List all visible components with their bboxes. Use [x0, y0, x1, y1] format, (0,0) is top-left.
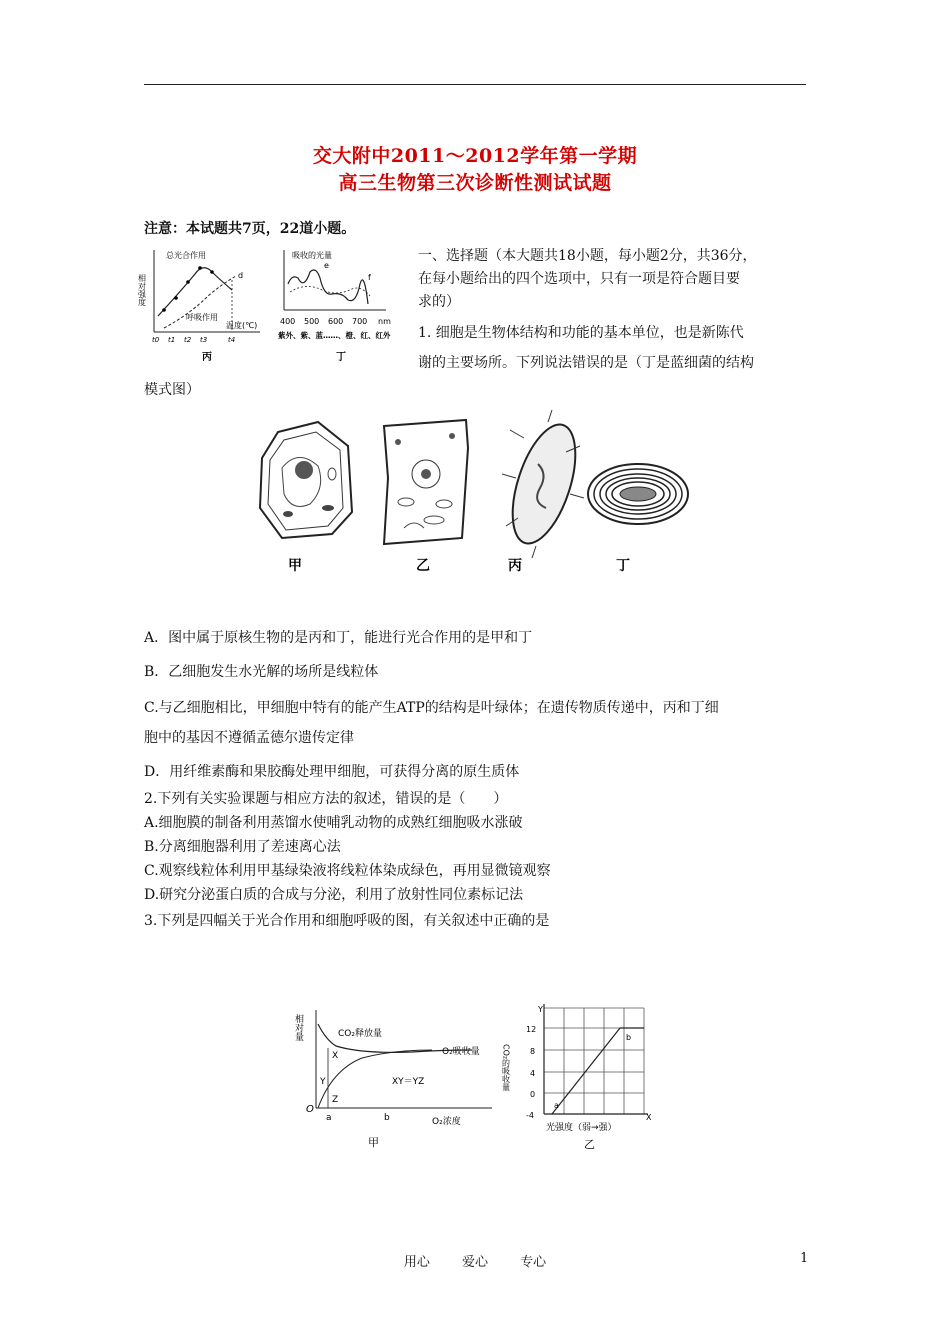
yi-caption: 乙 [584, 1138, 595, 1151]
footer-item: 用心 [403, 1255, 430, 1270]
q2-stem: 2.下列有关实验课题与相应方法的叙述，错误的是（ ） [144, 791, 508, 807]
jia-caption: 甲 [368, 1136, 379, 1149]
footer-item: 专心 [520, 1255, 547, 1270]
q2-option-a: A.细胞膜的制备利用蒸馏水使哺乳动物的成熟红细胞吸水涨破 [144, 815, 523, 831]
jia-X: X [332, 1051, 339, 1061]
yi-ylabel: CO₂的吸收量 [501, 1044, 511, 1092]
chart-jia [292, 1000, 502, 1155]
ding-tick: 600 [328, 317, 344, 326]
bing-xlabel: 温度(℃) [226, 321, 258, 330]
chart-bing [137, 244, 270, 366]
jia-o2-label: O₂吸收量 [442, 1047, 480, 1057]
cell-caption-yi: 乙 [416, 558, 430, 574]
q1-stem [418, 318, 754, 378]
q3-stem: 3.下列是四幅关于光合作用和细胞呼吸的图，有关叙述中正确的是 [144, 913, 550, 929]
intro-line: 求的） [418, 294, 460, 310]
q2-option-d: D.研究分泌蛋白质的合成与分泌，利用了放射性同位素标记法 [144, 887, 524, 903]
question-2 [144, 787, 551, 907]
q1-line: 谢的主要场所。下列说法错误的是（丁是蓝细菌的结构 [418, 355, 754, 371]
chart-ding [276, 244, 406, 366]
jia-eq: XY＝YZ [392, 1077, 425, 1087]
yi-tick: 4 [530, 1069, 536, 1078]
yi-tick: 12 [526, 1025, 537, 1034]
ding-ylabel: 吸收的光量 [292, 251, 332, 260]
cell-caption-ding: 丁 [616, 558, 630, 574]
q1-option-c-line2: 胞中的基因不遵循孟德尔遗传定律 [144, 730, 354, 746]
ding-tick: 400 [280, 317, 296, 326]
intro-line: 在每小题给出的四个选项中，只有一项是符合题目要 [418, 271, 740, 287]
q1-line: 1. 细胞是生物体结构和功能的基本单位，也是新陈代 [418, 325, 744, 341]
cell-ding [588, 464, 688, 524]
bing-ylabel: 相对强度 [137, 274, 147, 306]
jia-origin: O [306, 1104, 314, 1115]
jia-co2-label: CO₂释放量 [338, 1029, 382, 1039]
jia-Y: Y [320, 1077, 326, 1087]
title-line-2: 高三生物第三次诊断性测试试题 [338, 172, 612, 194]
jia-a: a [326, 1113, 332, 1123]
bing-series-a: 总光合作用 [166, 251, 206, 260]
ding-tick: nm [378, 317, 391, 326]
bing-tick: t4 [228, 336, 236, 344]
title-line-1: 交大附中2011～2012学年第一学期 [312, 145, 638, 167]
yi-tick: -4 [526, 1111, 534, 1120]
q1-option-d: D．用纤维素酶和果胶酶处理甲细胞，可获得分离的原生质体 [144, 764, 520, 780]
cell-illustrations [248, 408, 688, 578]
jia-b: b [384, 1113, 390, 1123]
jia-ylabel: 相对量 [293, 1014, 303, 1041]
chart-yi [500, 1000, 660, 1155]
exam-note: 注意：本试题共7页，22道小题。 [144, 221, 356, 237]
q1-option-c-line1: C.与乙细胞相比，甲细胞中特有的能产生ATP的结构是叶绿体；在遗传物质传递中，丙和丁细 [144, 700, 719, 716]
page-number: 1 [800, 1251, 809, 1266]
cell-yi [384, 420, 468, 544]
q1-stem-end: 模式图） [144, 382, 200, 398]
ding-tick: 700 [352, 317, 368, 326]
ding-point-f: f [368, 273, 371, 282]
q2-option-c: C.观察线粒体利用甲基绿染液将线粒体染成绿色，再用显微镜观察 [144, 863, 551, 879]
bing-tick: t2 [184, 336, 192, 344]
q1-option-b: B．乙细胞发生水光解的场所是线粒体 [144, 664, 379, 680]
jia-Z: Z [332, 1095, 339, 1105]
bing-tick: t3 [200, 336, 208, 344]
ding-colors: 紫外、紫、蓝……、橙、红、红外 [278, 331, 391, 340]
yi-a: a [554, 1101, 559, 1110]
jia-xlabel: O₂浓度 [432, 1117, 461, 1127]
ding-point-e: e [324, 261, 329, 270]
ding-caption: 丁 [336, 352, 346, 363]
header-rule [144, 84, 806, 85]
bing-caption: 丙 [202, 352, 212, 363]
bing-tick: t1 [168, 336, 176, 344]
cell-bing [500, 410, 588, 558]
ding-tick: 500 [304, 317, 320, 326]
yi-Y: Y [538, 1005, 543, 1014]
bing-point-d: d [238, 271, 244, 280]
intro-line: 一、选择题（本大题共18小题，每小题2分，共36分， [418, 248, 757, 264]
q1-option-a: A．图中属于原核生物的是丙和丁，能进行光合作用的是甲和丁 [144, 630, 533, 646]
cell-caption-jia: 甲 [288, 558, 302, 574]
yi-X: X [646, 1113, 652, 1122]
yi-tick: 0 [530, 1090, 536, 1099]
yi-tick: 8 [530, 1047, 536, 1056]
yi-b: b [626, 1033, 632, 1042]
section1-intro [418, 245, 757, 314]
cell-jia [260, 422, 352, 538]
footer-item: 爱心 [461, 1255, 488, 1270]
cell-caption-bing: 丙 [508, 558, 522, 574]
bing-series-b: 呼吸作用 [186, 313, 218, 322]
bing-tick: t0 [152, 336, 160, 344]
yi-xlabel: 光强度（弱→强） [546, 1123, 617, 1133]
q2-option-b: B.分离细胞器利用了差速离心法 [144, 839, 341, 855]
